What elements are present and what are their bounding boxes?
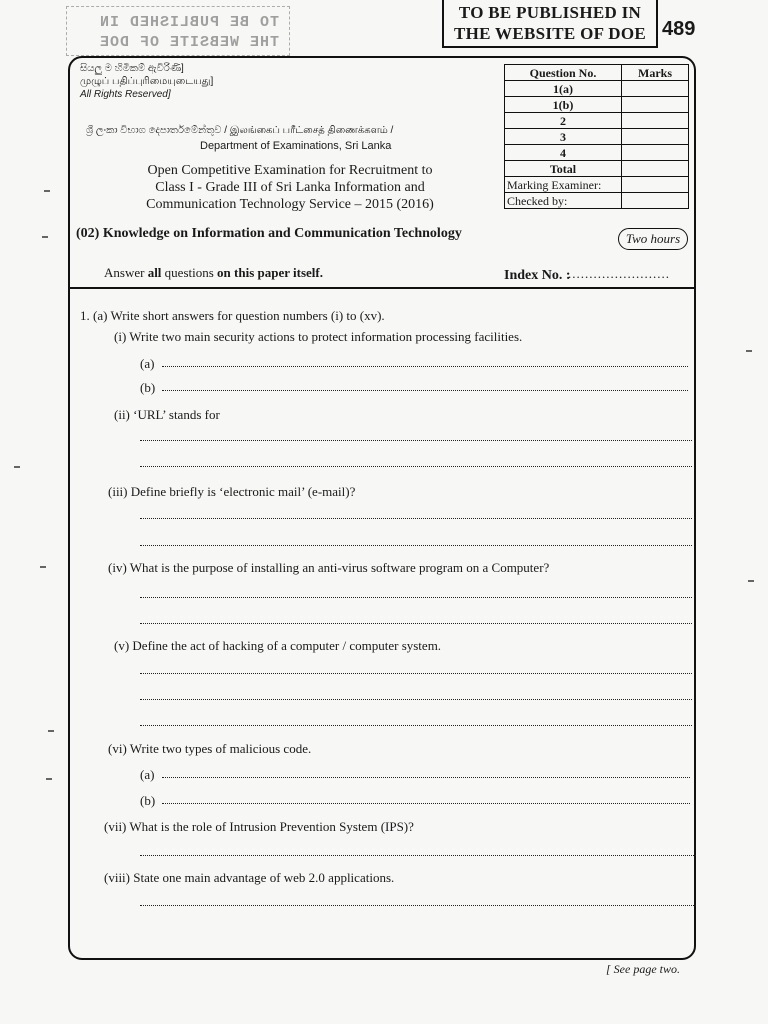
table-row [505, 81, 689, 97]
copyright-tamil: முழுப் பதிப்புரிமையுடையது] [80, 76, 214, 87]
exam-title-line3: Communication Technology Service – 2015 (2016) [146, 197, 434, 212]
table-row [505, 129, 689, 145]
question-vii: (vii) What is the role of Intrusion Prevention System (IPS)? [104, 819, 414, 834]
marking-examiner-label: Marking Examiner: [505, 177, 622, 193]
duration-badge: Two hours [618, 228, 688, 250]
row-label: 2 [505, 113, 622, 129]
instruction-all: all [147, 265, 162, 280]
scan-speck [746, 350, 752, 352]
answer-i-b-label: (b) [140, 380, 156, 395]
answer-line[interactable] [140, 545, 692, 546]
question-iii: (iii) Define briefly is ‘electronic mail’ (e-mail)? [108, 484, 356, 499]
index-no-label: Index No. : [504, 268, 571, 283]
scan-speck [48, 730, 54, 732]
table-row [505, 113, 689, 129]
department-name: Department of Examinations, Sri Lanka [200, 140, 392, 152]
checked-by-label: Checked by: [505, 193, 622, 209]
marks-cell[interactable] [622, 81, 689, 97]
answer-line[interactable] [140, 440, 692, 441]
question-i: (i) Write two main security actions to protect information processing facilities. [114, 329, 523, 344]
answer-line[interactable] [140, 466, 692, 467]
header-question-no: Question No. [505, 65, 622, 81]
mirrored-stamp-line1: TO BE PUBLISHED IN [98, 14, 279, 31]
instruction [104, 265, 323, 281]
question-v: (v) Define the act of hacking of a computer / computer system. [114, 638, 442, 653]
row-label: 1(a) [505, 81, 622, 97]
department-trilingual: ශ්‍රී ලංකා විභාග දෙපාර්තමේන්තුව / இலங்கைப் பரீட்சைத் திணைக்களம் / [86, 125, 394, 136]
question-1-intro: 1. (a) Write short answers for question numbers (i) to (xv). [80, 308, 385, 323]
instruction-paper: on this paper itself. [217, 265, 323, 280]
copyright-sinhala: සියලු ම හිමිකම් ඇවිරිණි] [80, 63, 184, 74]
answer-line[interactable] [140, 673, 692, 674]
checked-by-cell[interactable] [622, 193, 689, 209]
mirrored-stamp-line2: THE WEBSITE OF DOE [98, 34, 279, 51]
copyright-block [80, 62, 213, 101]
answer-line[interactable] [140, 855, 696, 856]
mirrored-stamp [66, 6, 290, 56]
table-row [505, 193, 689, 209]
instruction-mid: questions [161, 265, 218, 280]
scan-speck [44, 190, 50, 192]
marks-cell[interactable] [622, 97, 689, 113]
header-marks: Marks [622, 65, 689, 81]
table-row [505, 177, 689, 193]
answer-line[interactable] [140, 597, 692, 598]
marks-table [504, 64, 689, 209]
answer-line[interactable] [140, 699, 692, 700]
exam-title-line1: Open Competitive Examination for Recruitment to [147, 163, 433, 178]
answer-vi-a-label: (a) [140, 767, 155, 782]
answer-i-a-label: (a) [140, 356, 155, 371]
marks-cell[interactable] [622, 161, 689, 177]
table-row [505, 161, 689, 177]
answer-line[interactable] [140, 518, 692, 519]
instruction-pre: Answer [104, 265, 148, 280]
header-divider [68, 287, 696, 289]
publish-stamp-line1: TO BE PUBLISHED IN [458, 3, 642, 22]
marks-table-header [505, 65, 689, 81]
answer-line[interactable] [140, 623, 692, 624]
exam-title-line2: Class I - Grade III of Sri Lanka Information and [155, 180, 425, 195]
table-row [505, 97, 689, 113]
answer-line[interactable] [140, 905, 696, 906]
table-row [505, 145, 689, 161]
marks-cell[interactable] [622, 113, 689, 129]
question-ii: (ii) ‘URL’ stands for [114, 407, 220, 422]
publish-stamp [442, 0, 658, 48]
marks-cell[interactable] [622, 129, 689, 145]
scan-speck [14, 466, 20, 468]
see-next-page: [ See page two. [606, 962, 680, 976]
exam-title [120, 162, 460, 213]
question-iv: (iv) What is the purpose of installing an anti-virus software program on a Computer? [108, 560, 550, 575]
answer-line[interactable] [162, 777, 690, 778]
paper-title: (02) Knowledge on Information and Communication Technology [76, 226, 462, 241]
row-label: Total [505, 161, 622, 177]
publish-stamp-line2: THE WEBSITE OF DOE [454, 24, 646, 43]
page-number: 489 [662, 18, 696, 40]
answer-line[interactable] [140, 725, 692, 726]
question-vi: (vi) Write two types of malicious code. [108, 741, 312, 756]
copyright-english: All Rights Reserved] [80, 89, 171, 100]
answer-line[interactable] [162, 390, 688, 391]
row-label: 3 [505, 129, 622, 145]
marks-cell[interactable] [622, 145, 689, 161]
answer-line[interactable] [162, 366, 688, 367]
row-label: 4 [505, 145, 622, 161]
scan-speck [40, 566, 46, 568]
index-no-field[interactable]: ........................ [568, 266, 670, 281]
scan-speck [748, 580, 754, 582]
question-viii: (viii) State one main advantage of web 2.0 applications. [104, 870, 395, 885]
marking-examiner-cell[interactable] [622, 177, 689, 193]
scan-speck [42, 236, 48, 238]
answer-line[interactable] [162, 803, 690, 804]
row-label: 1(b) [505, 97, 622, 113]
answer-vi-b-label: (b) [140, 793, 156, 808]
scan-speck [46, 778, 52, 780]
